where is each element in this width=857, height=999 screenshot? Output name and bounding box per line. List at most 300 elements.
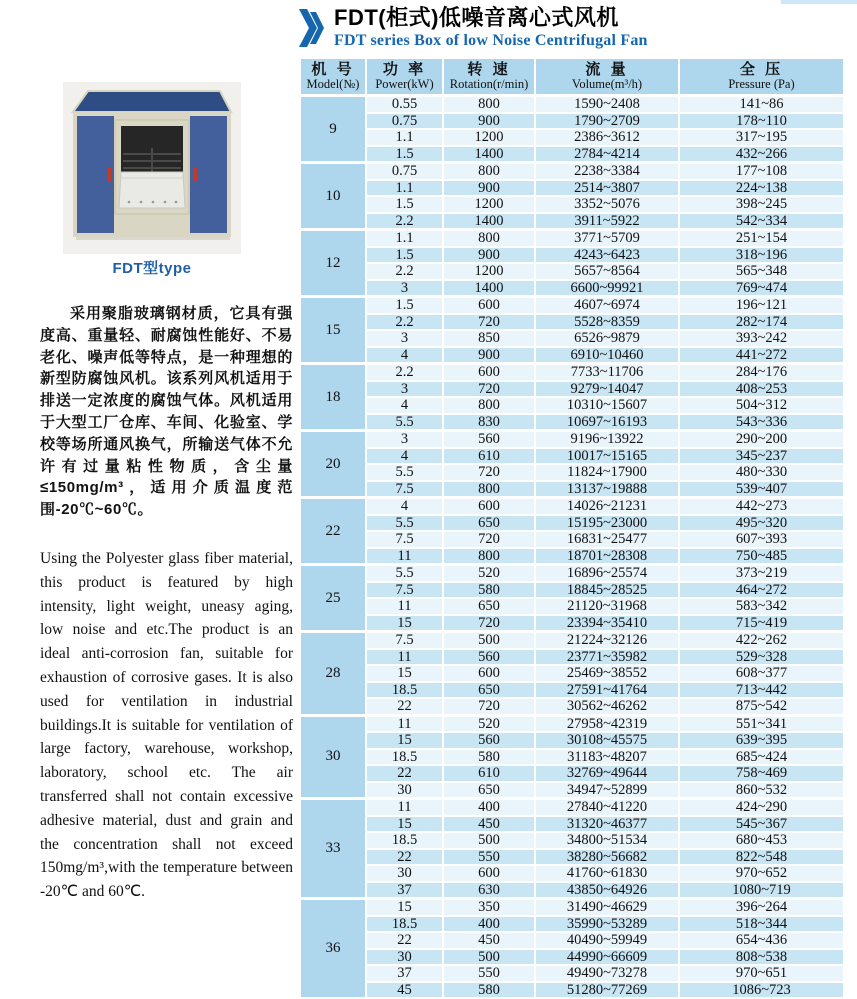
rotation-cell: 500 (443, 832, 535, 849)
volume-cell: 13137~19888 (535, 481, 679, 498)
pressure-cell: 607~393 (679, 531, 844, 548)
model-cell: 18 (300, 364, 366, 431)
page-title: FDT(柜式)低噪音离心式风机 (334, 5, 619, 30)
description-chinese: 采用聚脂玻璃钢材质，它具有强度高、重量轻、耐腐蚀性能好、不易老化、噪声低等特点，是一种理想的新型防腐蚀风机。该系列风机适用于排送一定浓度的腐蚀气体。风机适用于大型工厂仓库、车间、化验室、学校等场所通风换气，所输送气体不允许有过量粘性物质，含尘量≤150mg/m³，适用介质温度范围-20℃~60℃。 (40, 305, 293, 519)
table-row (300, 765, 844, 782)
rotation-cell: 650 (443, 682, 535, 699)
table-row (300, 882, 844, 899)
power-cell: 15 (366, 732, 443, 749)
power-cell: 37 (366, 965, 443, 982)
table-row (300, 230, 844, 247)
table-row (300, 916, 844, 933)
rotation-cell: 1200 (443, 263, 535, 280)
rotation-cell: 900 (443, 180, 535, 197)
volume-cell: 3771~5709 (535, 230, 679, 247)
rotation-cell: 400 (443, 916, 535, 933)
rotation-cell: 650 (443, 782, 535, 799)
table-row (300, 498, 844, 515)
page-subtitle: FDT series Box of low Noise Centrifugal Fan (334, 32, 648, 50)
rotation-cell: 720 (443, 615, 535, 632)
model-cell: 28 (300, 632, 366, 716)
power-cell: 15 (366, 899, 443, 916)
rotation-cell: 720 (443, 531, 535, 548)
power-cell: 11 (366, 598, 443, 615)
volume-cell: 9196~13922 (535, 431, 679, 448)
table-row (300, 899, 844, 916)
power-cell: 3 (366, 280, 443, 297)
power-cell: 3 (366, 431, 443, 448)
table-row (300, 649, 844, 666)
volume-cell: 10697~16193 (535, 414, 679, 431)
volume-cell: 1590~2408 (535, 96, 679, 113)
pressure-cell: 480~330 (679, 464, 844, 481)
table-row (300, 196, 844, 213)
table-row (300, 263, 844, 280)
column-header (366, 58, 443, 96)
column-header-zh: 机 号 (311, 61, 355, 78)
table-row (300, 965, 844, 982)
volume-cell: 2514~3807 (535, 180, 679, 197)
pressure-cell: 422~262 (679, 632, 844, 649)
page-corner-decoration (781, 0, 857, 4)
table-row (300, 949, 844, 966)
table-row (300, 314, 844, 331)
pressure-cell: 565~348 (679, 263, 844, 280)
power-cell: 1.5 (366, 297, 443, 314)
table-row (300, 180, 844, 197)
rotation-cell: 800 (443, 481, 535, 498)
power-cell: 11 (366, 649, 443, 666)
pressure-cell: 495~320 (679, 515, 844, 532)
volume-cell: 21120~31968 (535, 598, 679, 615)
rotation-cell: 550 (443, 965, 535, 982)
table-row (300, 982, 844, 999)
table-row (300, 565, 844, 582)
column-header (300, 58, 366, 96)
rotation-cell: 610 (443, 765, 535, 782)
volume-cell: 51280~77269 (535, 982, 679, 999)
table-row (300, 615, 844, 632)
model-cell: 12 (300, 230, 366, 297)
table-row (300, 347, 844, 364)
pressure-cell: 282~174 (679, 314, 844, 331)
pressure-cell: 539~407 (679, 481, 844, 498)
rotation-cell: 500 (443, 632, 535, 649)
pressure-cell: 545~367 (679, 816, 844, 833)
volume-cell: 14026~21231 (535, 498, 679, 515)
pressure-cell: 518~344 (679, 916, 844, 933)
volume-cell: 32769~49644 (535, 765, 679, 782)
volume-cell: 18845~28525 (535, 582, 679, 599)
table-row (300, 129, 844, 146)
power-cell: 7.5 (366, 632, 443, 649)
pressure-cell: 290~200 (679, 431, 844, 448)
pressure-cell: 970~651 (679, 965, 844, 982)
rotation-cell: 520 (443, 565, 535, 582)
table-row (300, 96, 844, 113)
table-row (300, 481, 844, 498)
rotation-cell: 720 (443, 314, 535, 331)
volume-cell: 31320~46377 (535, 816, 679, 833)
power-cell: 7.5 (366, 481, 443, 498)
rotation-cell: 600 (443, 498, 535, 515)
power-cell: 15 (366, 816, 443, 833)
rotation-cell: 560 (443, 732, 535, 749)
column-header-en: Pressure (Pa) (728, 77, 795, 91)
power-cell: 4 (366, 448, 443, 465)
power-cell: 30 (366, 865, 443, 882)
volume-cell: 1790~2709 (535, 113, 679, 130)
power-cell: 15 (366, 615, 443, 632)
model-cell: 33 (300, 799, 366, 899)
rotation-cell: 800 (443, 96, 535, 113)
table-row (300, 381, 844, 398)
pressure-cell: 551~341 (679, 715, 844, 732)
pressure-cell: 750~485 (679, 548, 844, 565)
power-cell: 30 (366, 782, 443, 799)
table-row (300, 682, 844, 699)
power-cell: 4 (366, 347, 443, 364)
column-header-zh: 功 率 (382, 61, 427, 78)
rotation-cell: 600 (443, 297, 535, 314)
volume-cell: 2784~4214 (535, 146, 679, 163)
power-cell: 1.5 (366, 247, 443, 264)
table-row (300, 632, 844, 649)
column-header (535, 58, 679, 96)
volume-cell: 35990~53289 (535, 916, 679, 933)
power-cell: 18.5 (366, 832, 443, 849)
volume-cell: 4243~6423 (535, 247, 679, 264)
model-cell: 15 (300, 297, 366, 364)
volume-cell: 9279~14047 (535, 381, 679, 398)
power-cell: 1.1 (366, 230, 443, 247)
rotation-cell: 1200 (443, 196, 535, 213)
rotation-cell: 520 (443, 715, 535, 732)
spec-table-wrap (299, 57, 843, 999)
power-cell: 1.1 (366, 129, 443, 146)
table-row (300, 932, 844, 949)
description-english: Using the Polyester glass fiber material, this product is featured by high intensity, light weight, uneasy aging, low noise and etc.The product is an ideal anti-corrosion fan, suitable for exhaustion of corrosive gases. It is also used for ventilation in industrial buildings.It is suitable for ventilation of large factory, warehouse, workshop, laboratory, school etc. The air transferred shall not contain excessive adhesive material, dust and grain and the concentration shall not exceed 150mg/m³,with the temperature between -20℃ and 60℃. (40, 550, 293, 901)
table-row (300, 849, 844, 866)
rotation-cell: 830 (443, 414, 535, 431)
power-cell: 4 (366, 397, 443, 414)
power-cell: 11 (366, 548, 443, 565)
rotation-cell: 450 (443, 816, 535, 833)
pressure-cell: 1086~723 (679, 982, 844, 999)
model-cell: 10 (300, 163, 366, 230)
volume-cell: 25469~38552 (535, 665, 679, 682)
rotation-cell: 800 (443, 230, 535, 247)
table-row (300, 146, 844, 163)
rotation-cell: 580 (443, 982, 535, 999)
volume-cell: 38280~56682 (535, 849, 679, 866)
pressure-cell: 654~436 (679, 932, 844, 949)
model-cell: 22 (300, 498, 366, 565)
table-row (300, 548, 844, 565)
power-cell: 45 (366, 982, 443, 999)
double-chevron-icon (299, 9, 325, 47)
rotation-cell: 800 (443, 548, 535, 565)
table-row (300, 531, 844, 548)
volume-cell: 44990~66609 (535, 949, 679, 966)
rotation-cell: 610 (443, 448, 535, 465)
volume-cell: 2386~3612 (535, 129, 679, 146)
power-cell: 5.5 (366, 464, 443, 481)
volume-cell: 23394~35410 (535, 615, 679, 632)
table-row (300, 598, 844, 615)
power-cell: 7.5 (366, 582, 443, 599)
power-cell: 5.5 (366, 414, 443, 431)
pressure-cell: 393~242 (679, 330, 844, 347)
pressure-cell: 758~469 (679, 765, 844, 782)
table-row (300, 163, 844, 180)
pressure-cell: 875~542 (679, 698, 844, 715)
power-cell: 22 (366, 849, 443, 866)
pressure-cell: 529~328 (679, 649, 844, 666)
pressure-cell: 396~264 (679, 899, 844, 916)
pressure-cell: 608~377 (679, 665, 844, 682)
rotation-cell: 560 (443, 431, 535, 448)
pressure-cell: 442~273 (679, 498, 844, 515)
pressure-cell: 808~538 (679, 949, 844, 966)
power-cell: 22 (366, 698, 443, 715)
power-cell: 22 (366, 932, 443, 949)
column-header (443, 58, 535, 96)
rotation-cell: 800 (443, 163, 535, 180)
volume-cell: 30562~46262 (535, 698, 679, 715)
power-cell: 1.5 (366, 196, 443, 213)
volume-cell: 34947~52899 (535, 782, 679, 799)
pressure-cell: 713~442 (679, 682, 844, 699)
column-header-zh: 流 量 (585, 61, 629, 78)
pressure-cell: 685~424 (679, 749, 844, 766)
power-cell: 2.2 (366, 213, 443, 230)
power-cell: 30 (366, 949, 443, 966)
pressure-cell: 177~108 (679, 163, 844, 180)
rotation-cell: 560 (443, 649, 535, 666)
spec-table (299, 57, 845, 999)
volume-cell: 2238~3384 (535, 163, 679, 180)
pressure-cell: 284~176 (679, 364, 844, 381)
pressure-cell: 822~548 (679, 849, 844, 866)
volume-cell: 27840~41220 (535, 799, 679, 816)
volume-cell: 16831~25477 (535, 531, 679, 548)
table-row (300, 749, 844, 766)
rotation-cell: 580 (443, 582, 535, 599)
rotation-cell: 1200 (443, 129, 535, 146)
power-cell: 22 (366, 765, 443, 782)
rotation-cell: 800 (443, 397, 535, 414)
column-header-zh: 全 压 (739, 61, 784, 78)
pressure-cell: 464~272 (679, 582, 844, 599)
rotation-cell: 500 (443, 949, 535, 966)
column-header-en: Volume(m³/h) (571, 77, 643, 91)
pressure-cell: 373~219 (679, 565, 844, 582)
model-cell: 25 (300, 565, 366, 632)
volume-cell: 6526~9879 (535, 330, 679, 347)
volume-cell: 7733~11706 (535, 364, 679, 381)
volume-cell: 6600~99921 (535, 280, 679, 297)
spec-table-head (300, 58, 844, 96)
rotation-cell: 1400 (443, 146, 535, 163)
table-row (300, 732, 844, 749)
pressure-cell: 408~253 (679, 381, 844, 398)
pressure-cell: 251~154 (679, 230, 844, 247)
table-row (300, 582, 844, 599)
model-cell: 9 (300, 96, 366, 163)
table-row (300, 816, 844, 833)
rotation-cell: 900 (443, 247, 535, 264)
pressure-cell: 1080~719 (679, 882, 844, 899)
pressure-cell: 504~312 (679, 397, 844, 414)
power-cell: 3 (366, 330, 443, 347)
column-header-en: Model(№) (306, 77, 360, 91)
pressure-cell: 318~196 (679, 247, 844, 264)
power-cell: 2.2 (366, 364, 443, 381)
volume-cell: 6910~10460 (535, 347, 679, 364)
power-cell: 11 (366, 799, 443, 816)
table-row (300, 515, 844, 532)
model-cell: 36 (300, 899, 366, 999)
title-block (334, 6, 648, 50)
rotation-cell: 580 (443, 749, 535, 766)
power-cell: 37 (366, 882, 443, 899)
volume-cell: 27958~42319 (535, 715, 679, 732)
table-row (300, 832, 844, 849)
table-row (300, 330, 844, 347)
power-cell: 18.5 (366, 749, 443, 766)
rotation-cell: 900 (443, 347, 535, 364)
volume-cell: 11824~17900 (535, 464, 679, 481)
pressure-cell: 196~121 (679, 297, 844, 314)
power-cell: 1.1 (366, 180, 443, 197)
power-cell: 5.5 (366, 515, 443, 532)
pressure-cell: 769~474 (679, 280, 844, 297)
pressure-cell: 583~342 (679, 598, 844, 615)
volume-cell: 5528~8359 (535, 314, 679, 331)
table-row (300, 113, 844, 130)
rotation-cell: 720 (443, 464, 535, 481)
volume-cell: 40490~59949 (535, 932, 679, 949)
page-header (299, 6, 648, 50)
table-row (300, 799, 844, 816)
column-header (679, 58, 844, 96)
power-cell: 18.5 (366, 682, 443, 699)
rotation-cell: 650 (443, 515, 535, 532)
pressure-cell: 398~245 (679, 196, 844, 213)
volume-cell: 10310~15607 (535, 397, 679, 414)
volume-cell: 49490~73278 (535, 965, 679, 982)
product-photo (63, 82, 241, 254)
volume-cell: 23771~35982 (535, 649, 679, 666)
table-row (300, 414, 844, 431)
rotation-cell: 350 (443, 899, 535, 916)
rotation-cell: 550 (443, 849, 535, 866)
volume-cell: 15195~23000 (535, 515, 679, 532)
power-cell: 7.5 (366, 531, 443, 548)
volume-cell: 34800~51534 (535, 832, 679, 849)
power-cell: 15 (366, 665, 443, 682)
pressure-cell: 345~237 (679, 448, 844, 465)
volume-cell: 16896~25574 (535, 565, 679, 582)
volume-cell: 21224~32126 (535, 632, 679, 649)
pressure-cell: 639~395 (679, 732, 844, 749)
rotation-cell: 720 (443, 381, 535, 398)
table-row (300, 698, 844, 715)
table-row (300, 665, 844, 682)
pressure-cell: 543~336 (679, 414, 844, 431)
table-row (300, 280, 844, 297)
table-row (300, 431, 844, 448)
table-row (300, 297, 844, 314)
volume-cell: 43850~64926 (535, 882, 679, 899)
power-cell: 2.2 (366, 263, 443, 280)
power-cell: 0.55 (366, 96, 443, 113)
spec-table-body (300, 96, 844, 999)
power-cell: 3 (366, 381, 443, 398)
table-row (300, 397, 844, 414)
power-cell: 0.75 (366, 113, 443, 130)
table-row (300, 464, 844, 481)
power-cell: 2.2 (366, 314, 443, 331)
table-row (300, 782, 844, 799)
pressure-cell: 432~266 (679, 146, 844, 163)
model-cell: 30 (300, 715, 366, 799)
column-header-en: Rotation(r/min) (449, 77, 529, 91)
table-row (300, 213, 844, 230)
pressure-cell: 178~110 (679, 113, 844, 130)
table-row (300, 715, 844, 732)
rotation-cell: 600 (443, 364, 535, 381)
table-row (300, 364, 844, 381)
pressure-cell: 317~195 (679, 129, 844, 146)
volume-cell: 5657~8564 (535, 263, 679, 280)
pressure-cell: 441~272 (679, 347, 844, 364)
rotation-cell: 600 (443, 865, 535, 882)
pressure-cell: 424~290 (679, 799, 844, 816)
pressure-cell: 970~652 (679, 865, 844, 882)
power-cell: 1.5 (366, 146, 443, 163)
pressure-cell: 141~86 (679, 96, 844, 113)
pressure-cell: 224~138 (679, 180, 844, 197)
product-caption: FDT型type (112, 260, 192, 277)
volume-cell: 30108~45575 (535, 732, 679, 749)
rotation-cell: 450 (443, 932, 535, 949)
rotation-cell: 650 (443, 598, 535, 615)
column-header-en: Power(kW) (375, 77, 434, 91)
power-cell: 0.75 (366, 163, 443, 180)
rotation-cell: 720 (443, 698, 535, 715)
volume-cell: 31490~46629 (535, 899, 679, 916)
rotation-cell: 630 (443, 882, 535, 899)
volume-cell: 3911~5922 (535, 213, 679, 230)
pressure-cell: 860~532 (679, 782, 844, 799)
volume-cell: 18701~28308 (535, 548, 679, 565)
rotation-cell: 900 (443, 113, 535, 130)
power-cell: 11 (366, 715, 443, 732)
volume-cell: 10017~15165 (535, 448, 679, 465)
volume-cell: 3352~5076 (535, 196, 679, 213)
volume-cell: 31183~48207 (535, 749, 679, 766)
volume-cell: 27591~41764 (535, 682, 679, 699)
table-row (300, 247, 844, 264)
header-row (300, 58, 844, 96)
power-cell: 4 (366, 498, 443, 515)
rotation-cell: 600 (443, 665, 535, 682)
volume-cell: 41760~61830 (535, 865, 679, 882)
column-header-zh: 转 速 (467, 61, 511, 78)
table-row (300, 865, 844, 882)
